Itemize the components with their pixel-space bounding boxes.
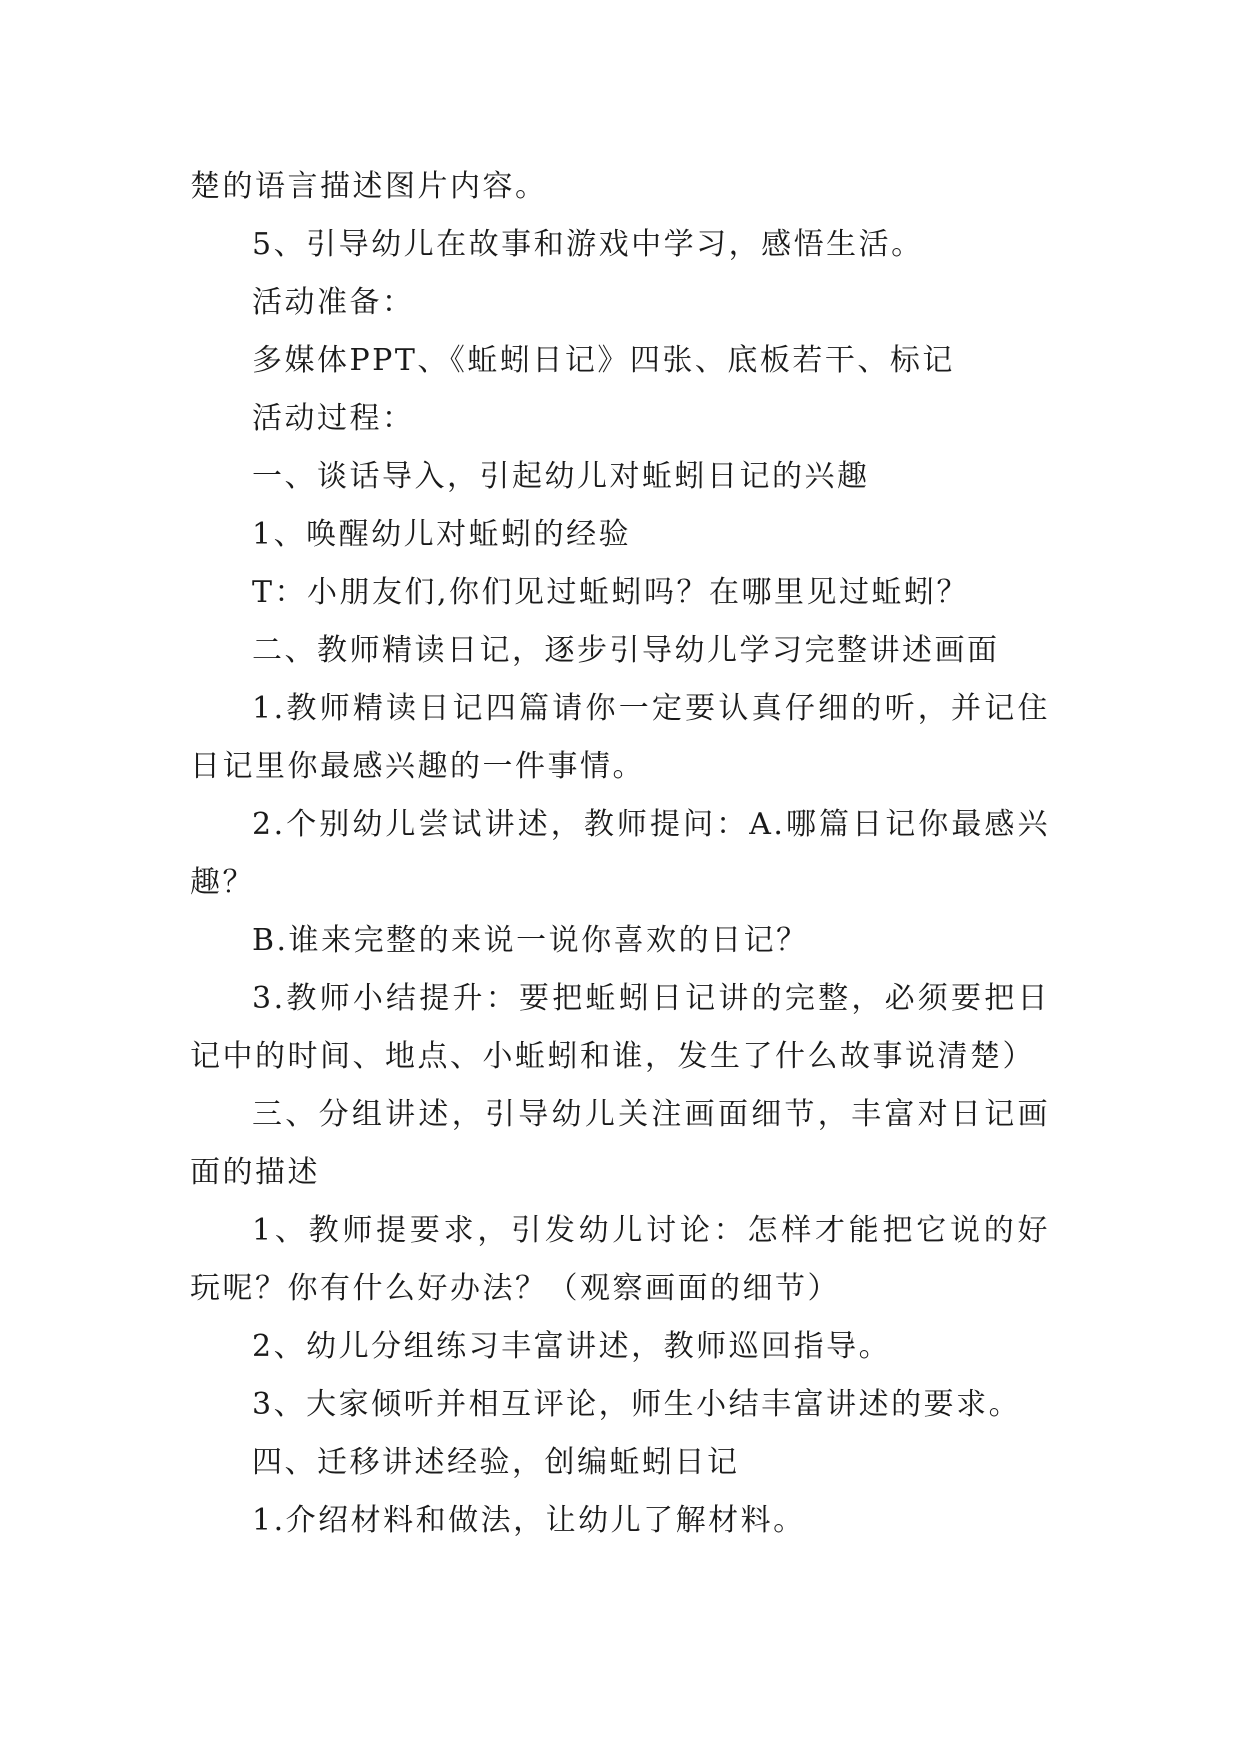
list-item: 1、教师提要求，引发幼儿讨论：怎样才能把它说的好玩呢？你有什么好办法？（观察画面的细节） — [190, 1213, 1050, 1306]
list-item: B.谁来完整的来说一说你喜欢的日记？ — [252, 923, 809, 958]
list-item: 3、大家倾听并相互评论，师生小结丰富讲述的要求。 — [252, 1387, 1022, 1422]
paragraph-goal-5: 5、引导幼儿在故事和游戏中学习，感悟生活。 — [252, 227, 924, 262]
list-item: 1.教师精读日记四篇请你一定要认真仔细的听，并记住日记里你最感兴趣的一件事情。 — [190, 691, 1050, 784]
section-heading-1: 一、谈话导入，引起幼儿对蚯蚓日记的兴趣 — [252, 459, 870, 494]
section-heading-4: 四、迁移讲述经验，创编蚯蚓日记 — [252, 1445, 740, 1480]
list-item: T：小朋友们,你们见过蚯蚓吗？在哪里见过蚯蚓？ — [252, 575, 970, 610]
section-heading-3: 三、分组讲述，引导幼儿关注画面细节，丰富对日记画面的描述 — [190, 1097, 1050, 1190]
document-body — [190, 158, 1050, 1550]
heading-activity-process: 活动过程： — [252, 401, 415, 436]
section-heading-2: 二、教师精读日记，逐步引导幼儿学习完整讲述画面 — [252, 633, 1000, 668]
paragraph-continuation: 楚的语言描述图片内容。 — [190, 169, 548, 204]
paragraph-materials: 多媒体PPT、《蚯蚓日记》四张、底板若干、标记 — [252, 343, 955, 378]
list-item: 2.个别幼儿尝试讲述，教师提问：A.哪篇日记你最感兴趣？ — [190, 807, 1050, 900]
list-item: 1.介绍材料和做法，让幼儿了解材料。 — [252, 1503, 806, 1538]
heading-activity-preparation: 活动准备： — [252, 285, 415, 320]
list-item: 3.教师小结提升：要把蚯蚓日记讲的完整，必须要把日记中的时间、地点、小蚯蚓和谁，发生了什么故事说清楚） — [190, 981, 1050, 1074]
list-item: 2、幼儿分组练习丰富讲述，教师巡回指导。 — [252, 1329, 892, 1364]
list-item: 1、唤醒幼儿对蚯蚓的经验 — [252, 517, 632, 552]
